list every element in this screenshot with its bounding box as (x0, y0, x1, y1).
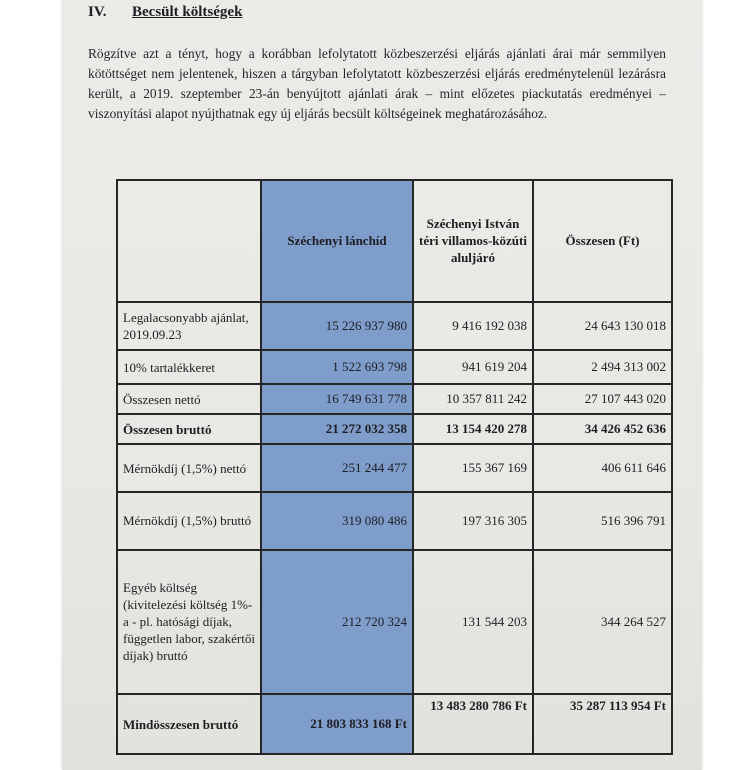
table-row (117, 384, 672, 414)
intro-paragraph: Rögzítve azt a tényt, hogy a korábban lefolytatott közbeszerzési eljárás ajánlati árai már semmilyen kötöttséget nem jelentenek, hiszen a tárgyban lefolytatott közbeszerzési eljárás eredménytelenül lezárásra került, a 2019. szeptember 23-án benyújtott ajánlati árak – mint előzetes piackutatás eredményei – viszonyítási alapot nyújthatnak egy új eljárás becsült költségeinek meghatározásához. (88, 46, 666, 121)
header-cell-alulajaro: Széchenyi István téri villamos-közúti aluljáró (413, 180, 533, 302)
cell-value: 212 720 324 (261, 550, 413, 695)
header-cell-empty (117, 180, 261, 302)
cell-value: 319 080 486 (261, 492, 413, 550)
cell-value: 155 367 169 (413, 444, 533, 491)
cell-value: 344 264 527 (533, 550, 672, 695)
table-row (117, 550, 672, 695)
table-row (117, 444, 672, 491)
cell-value: 2 494 313 002 (533, 350, 672, 384)
cell-value: 24 643 130 018 (533, 302, 672, 351)
header-cell-total: Összesen (Ft) (533, 180, 672, 302)
cell-value: 406 611 646 (533, 444, 672, 491)
row-label: Legalacsonyabb ajánlat, 2019.09.23 (117, 302, 261, 351)
row-label: Egyéb költség (kivitelezési költség 1%-a - pl. hatósági díjak, független labor, szakértői díjak) bruttó (117, 550, 261, 695)
table-row (117, 302, 672, 351)
cell-value: 13 154 420 278 (413, 414, 533, 444)
cell-value: 516 396 791 (533, 492, 672, 550)
cell-value: 21 803 833 168 Ft (261, 694, 413, 754)
cell-value: 1 522 693 798 (261, 350, 413, 384)
row-label: Mindösszesen bruttó (117, 694, 261, 754)
cell-value: 10 357 811 242 (413, 384, 533, 414)
table-row-total (117, 694, 672, 754)
row-label: Összesen nettó (117, 384, 261, 414)
cell-value: 9 416 192 038 (413, 302, 533, 351)
cell-value: 13 483 280 786 Ft (413, 694, 533, 754)
cell-value: 941 619 204 (413, 350, 533, 384)
section-heading (88, 4, 242, 21)
section-number: IV. (88, 4, 107, 20)
section-title: Becsült költségek (132, 4, 243, 20)
cell-value: 27 107 443 020 (533, 384, 672, 414)
table-header-row (117, 180, 672, 302)
table-row (117, 414, 672, 444)
cell-value: 35 287 113 954 Ft (533, 694, 672, 754)
row-label: Összesen bruttó (117, 414, 261, 444)
row-label: Mérnökdíj (1,5%) nettó (117, 444, 261, 491)
row-label: Mérnökdíj (1,5%) bruttó (117, 492, 261, 550)
header-cell-lanchid: Széchenyi lánchíd (261, 180, 413, 302)
cell-value: 21 272 032 358 (261, 414, 413, 444)
cell-value: 197 316 305 (413, 492, 533, 550)
cell-value: 131 544 203 (413, 550, 533, 695)
cell-value: 15 226 937 980 (261, 302, 413, 351)
row-label: 10% tartalékkeret (117, 350, 261, 384)
cell-value: 34 426 452 636 (533, 414, 672, 444)
table-row (117, 492, 672, 550)
cell-value: 16 749 631 778 (261, 384, 413, 414)
cell-value: 251 244 477 (261, 444, 413, 491)
table-row (117, 350, 672, 384)
cost-table (116, 179, 673, 755)
